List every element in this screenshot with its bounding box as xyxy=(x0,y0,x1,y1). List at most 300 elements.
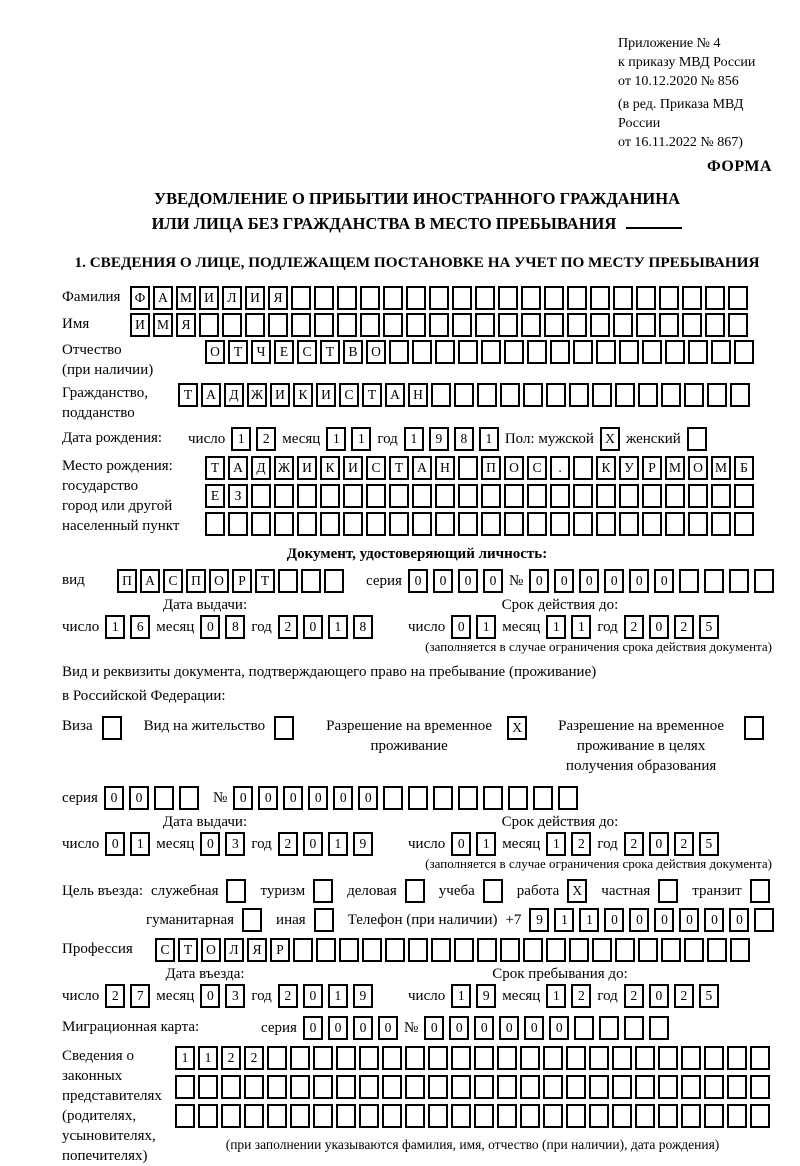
form-cell: 0 xyxy=(353,1016,373,1040)
stay-year-cells xyxy=(624,984,719,1008)
stay-until-heading: Срок пребывания до: xyxy=(492,966,628,982)
form-cell: О xyxy=(201,938,221,962)
migration-number-cells xyxy=(424,1016,669,1040)
form-cell: 0 xyxy=(408,569,428,593)
temp-residence-checkbox xyxy=(507,716,527,740)
form-cell: 2 xyxy=(674,832,694,856)
form-cell: П xyxy=(117,569,137,593)
form-cell: Я xyxy=(176,313,196,337)
form-cell: С xyxy=(297,340,317,364)
form-cell: 0 xyxy=(200,832,220,856)
form-cell: 0 xyxy=(451,615,471,639)
form-cell: А xyxy=(412,456,432,480)
form-cell xyxy=(477,383,497,407)
ref-line: Приложение № 4 xyxy=(618,36,721,51)
form-cell xyxy=(543,1075,563,1099)
purpose-official-checkbox xyxy=(226,879,246,903)
form-cell: И xyxy=(130,313,150,337)
form-cell xyxy=(431,383,451,407)
form-cell xyxy=(500,938,520,962)
form-cell xyxy=(550,340,570,364)
form-cell xyxy=(454,383,474,407)
form-cell xyxy=(343,484,363,508)
form-cell xyxy=(498,313,518,337)
form-cell xyxy=(313,1075,333,1099)
form-cell: 1 xyxy=(198,1046,218,1070)
form-cell: 8 xyxy=(454,427,474,451)
form-cell xyxy=(727,1075,747,1099)
doc-number-cells xyxy=(529,569,774,593)
purpose-tourism-checkbox xyxy=(313,879,333,903)
form-cell xyxy=(389,340,409,364)
legal-row2 xyxy=(175,1075,770,1099)
form-cell: 0 xyxy=(433,569,453,593)
form-cell: П xyxy=(481,456,501,480)
form-cell xyxy=(458,340,478,364)
form-cell xyxy=(523,383,543,407)
name-row xyxy=(62,313,772,337)
form-cell xyxy=(546,938,566,962)
form-cell xyxy=(175,1075,195,1099)
form-cell: 1 xyxy=(476,832,496,856)
form-cell: А xyxy=(228,456,248,480)
form-cell: 0 xyxy=(328,1016,348,1040)
legal-row1 xyxy=(175,1046,770,1070)
residence-issue-year-cells xyxy=(278,832,373,856)
form-cell xyxy=(613,313,633,337)
form-cell xyxy=(382,1046,402,1070)
form-cell: З xyxy=(228,484,248,508)
sex-male-checkbox xyxy=(600,427,620,451)
form-cell xyxy=(297,484,317,508)
form-cell xyxy=(544,286,564,310)
form-cell xyxy=(405,1075,425,1099)
ref-line: (в ред. Приказа МВД России xyxy=(618,97,744,131)
residence-doc-series-row xyxy=(62,786,772,810)
form-cell xyxy=(242,908,262,932)
profession-label: Профессия xyxy=(62,941,133,957)
day-label: число xyxy=(188,431,226,447)
form-cell xyxy=(704,569,724,593)
form-cell: Д xyxy=(251,456,271,480)
form-cell xyxy=(336,1104,356,1128)
residence-series-cells xyxy=(104,786,199,810)
residence-series-label: серия xyxy=(62,790,98,806)
form-cell xyxy=(405,1046,425,1070)
form-cell: 8 xyxy=(225,615,245,639)
form-cell: 0 xyxy=(499,1016,519,1040)
form-cell xyxy=(324,569,344,593)
form-cell: 0 xyxy=(529,569,549,593)
form-cell: 9 xyxy=(429,427,449,451)
form-cell xyxy=(179,786,199,810)
form-cell xyxy=(435,484,455,508)
form-cell xyxy=(527,340,547,364)
form-cell xyxy=(573,484,593,508)
form-cell xyxy=(475,286,495,310)
birth-date-row xyxy=(62,427,772,451)
sex-female-checkbox xyxy=(687,427,707,451)
migration-card-row xyxy=(62,1016,772,1040)
month-label: месяц xyxy=(282,431,321,447)
form-cell xyxy=(682,313,702,337)
form-cell xyxy=(412,340,432,364)
form-cell: 1 xyxy=(546,832,566,856)
form-cell xyxy=(642,512,662,536)
form-cell xyxy=(566,1075,586,1099)
form-cell xyxy=(750,879,770,903)
form-cell: X xyxy=(507,716,527,740)
form-title-line1: УВЕДОМЛЕНИЕ О ПРИБЫТИИ ИНОСТРАННОГО ГРАЖДАНИНА xyxy=(153,189,681,208)
form-cell: И xyxy=(297,456,317,480)
patronymic-cells xyxy=(205,340,754,364)
residence-valid-day-cells xyxy=(451,832,496,856)
form-cell xyxy=(635,1046,655,1070)
form-cell: И xyxy=(343,456,363,480)
valid-day-cells xyxy=(451,615,496,639)
form-cell: 2 xyxy=(278,615,298,639)
form-cell xyxy=(681,1104,701,1128)
form-cell xyxy=(433,786,453,810)
form-cell xyxy=(734,484,754,508)
form-cell xyxy=(474,1104,494,1128)
form-cell xyxy=(599,1016,619,1040)
form-cell xyxy=(428,1104,448,1128)
surname-label: Фамилия xyxy=(62,289,121,305)
valid-until-col: Срок действия до: число 0 1 месяц 1 1 год 2 0 2 5 xyxy=(408,596,772,639)
sex-female-label: женский xyxy=(625,431,681,447)
form-cell xyxy=(635,1104,655,1128)
form-cell xyxy=(274,716,294,740)
form-cell: И xyxy=(270,383,290,407)
form-cell xyxy=(612,1104,632,1128)
form-cell xyxy=(226,879,246,903)
form-cell xyxy=(497,1075,517,1099)
form-cell xyxy=(199,313,219,337)
forma-label: ФОРМА xyxy=(706,158,772,175)
form-cell xyxy=(221,1075,241,1099)
legal-row3 xyxy=(175,1104,770,1128)
form-cell xyxy=(221,1104,241,1128)
residence-number-cells xyxy=(233,786,578,810)
form-cell xyxy=(596,512,616,536)
form-cell xyxy=(659,313,679,337)
form-cell: С xyxy=(366,456,386,480)
form-cell: Р xyxy=(642,456,662,480)
form-cell xyxy=(705,286,725,310)
form-cell xyxy=(589,1075,609,1099)
form-cell: 9 xyxy=(353,984,373,1008)
form-cell xyxy=(750,1046,770,1070)
form-cell: Ф xyxy=(130,286,150,310)
form-cell xyxy=(290,1104,310,1128)
form-cell xyxy=(314,286,334,310)
form-cell xyxy=(574,1016,594,1040)
form-cell xyxy=(504,340,524,364)
form-cell xyxy=(481,512,501,536)
form-cell xyxy=(573,456,593,480)
form-cell xyxy=(251,512,271,536)
form-cell xyxy=(727,1046,747,1070)
form-cell xyxy=(550,484,570,508)
form-cell xyxy=(642,340,662,364)
entry-stay-dates: Дата въезда: число 2 7 месяц 0 3 год 2 0 1 9 Срок пребывания до: число 1 9 месяц 1 2 год 2 0 2 5 xyxy=(62,965,772,1008)
form-cell: О xyxy=(366,340,386,364)
residence-valid-heading: Срок действия до: xyxy=(501,814,619,830)
title-blank-underline xyxy=(626,213,682,229)
form-cell xyxy=(406,286,426,310)
form-cell: Т xyxy=(228,340,248,364)
form-cell xyxy=(665,484,685,508)
form-cell: 1 xyxy=(451,984,471,1008)
form-cell xyxy=(704,1075,724,1099)
phone-prefix: +7 xyxy=(505,912,522,928)
form-cell xyxy=(521,286,541,310)
form-cell xyxy=(500,383,520,407)
form-cell xyxy=(412,484,432,508)
form-cell xyxy=(314,908,334,932)
form-cell xyxy=(658,1075,678,1099)
form-cell: 0 xyxy=(233,786,253,810)
form-cell: Т xyxy=(389,456,409,480)
form-cell xyxy=(707,938,727,962)
citizenship-label: Гражданство, подданство xyxy=(62,385,149,421)
form-cell: А xyxy=(201,383,221,407)
form-cell: 1 xyxy=(175,1046,195,1070)
purpose-other-checkbox xyxy=(314,908,334,932)
form-cell xyxy=(244,1104,264,1128)
form-cell xyxy=(688,512,708,536)
form-cell: М xyxy=(665,456,685,480)
birth-month-cells xyxy=(326,427,371,451)
form-cell: С xyxy=(163,569,183,593)
form-cell: Д xyxy=(224,383,244,407)
form-cell xyxy=(665,340,685,364)
form-cell xyxy=(297,512,317,536)
residence-doc-options xyxy=(62,716,772,776)
form-cell: 0 xyxy=(303,615,323,639)
form-cell xyxy=(268,313,288,337)
form-cell xyxy=(313,879,333,903)
form-cell: 0 xyxy=(129,786,149,810)
migration-number-label: № xyxy=(403,1020,419,1036)
form-cell: 7 xyxy=(130,984,150,1008)
name-label: Имя xyxy=(62,316,90,332)
form-cell: С xyxy=(155,938,175,962)
form-cell xyxy=(458,512,478,536)
form-cell xyxy=(707,383,727,407)
form-cell: 2 xyxy=(571,984,591,1008)
form-cell: 2 xyxy=(571,832,591,856)
form-cell: В xyxy=(343,340,363,364)
legal-representatives-note: (при заполнении указываются фамилия, имя, отчество (при наличии), дата рождения) xyxy=(225,1137,720,1152)
form-cell xyxy=(658,879,678,903)
form-cell xyxy=(573,512,593,536)
form-cell xyxy=(366,512,386,536)
form-cell xyxy=(566,1104,586,1128)
form-cell xyxy=(497,1104,517,1128)
residence-issue-month-cells xyxy=(200,832,245,856)
patronymic-label: Отчество (при наличии) xyxy=(62,342,154,378)
form-cell: 0 xyxy=(604,908,624,932)
form-cell xyxy=(291,313,311,337)
form-cell xyxy=(389,484,409,508)
form-cell: 0 xyxy=(424,1016,444,1040)
form-cell: 0 xyxy=(579,569,599,593)
form-cell: О xyxy=(205,340,225,364)
form-cell xyxy=(313,1104,333,1128)
form-cell xyxy=(313,1046,333,1070)
form-cell xyxy=(451,1075,471,1099)
form-cell xyxy=(451,1104,471,1128)
form-cell: 1 xyxy=(328,832,348,856)
form-cell xyxy=(635,1075,655,1099)
form-cell xyxy=(504,512,524,536)
residence-doc-intro: Вид и реквизиты документа, подтверждающего право на пребывание (проживание) в Российской Федерации: xyxy=(62,664,597,704)
form-cell xyxy=(734,340,754,364)
form-cell xyxy=(592,938,612,962)
form-cell xyxy=(596,484,616,508)
form-cell xyxy=(383,286,403,310)
form-cell xyxy=(383,786,403,810)
form-cell: 1 xyxy=(326,427,346,451)
form-cell xyxy=(458,786,478,810)
form-cell xyxy=(474,1046,494,1070)
form-cell xyxy=(681,1075,701,1099)
option-residence-permit: Вид на жительство xyxy=(144,716,294,776)
form-cell xyxy=(336,1046,356,1070)
form-cell: 0 xyxy=(258,786,278,810)
residence-validity-note: (заполняется в случае ограничения срока действия документа) xyxy=(425,856,772,871)
form-cell: 0 xyxy=(378,1016,398,1040)
form-cell: 1 xyxy=(351,427,371,451)
birth-day-cells xyxy=(231,427,276,451)
birth-place-block xyxy=(62,456,772,540)
form-cell: 2 xyxy=(624,615,644,639)
form-cell xyxy=(734,512,754,536)
purpose-private-checkbox xyxy=(658,879,678,903)
form-cell: Л xyxy=(224,938,244,962)
form-cell: 0 xyxy=(649,984,669,1008)
profession-cells xyxy=(155,938,750,962)
form-cell xyxy=(339,938,359,962)
form-cell xyxy=(711,512,731,536)
identity-doc-row xyxy=(62,569,772,593)
form-cell xyxy=(546,383,566,407)
form-cell xyxy=(679,569,699,593)
form-cell xyxy=(102,716,122,740)
valid-until-heading: Срок действия до: xyxy=(501,597,619,613)
form-cell: Р xyxy=(232,569,252,593)
form-cell: 0 xyxy=(200,615,220,639)
option-visa: Виза xyxy=(62,716,122,776)
migration-series-label: серия xyxy=(261,1020,297,1036)
form-cell xyxy=(359,1104,379,1128)
form-cell xyxy=(705,313,725,337)
form-cell: 1 xyxy=(328,984,348,1008)
form-cell: 0 xyxy=(303,984,323,1008)
doc-kind-cells xyxy=(117,569,344,593)
form-cell xyxy=(408,938,428,962)
form-cell xyxy=(566,1046,586,1070)
form-cell xyxy=(589,1104,609,1128)
issue-month-cells xyxy=(200,615,245,639)
form-cell xyxy=(267,1104,287,1128)
form-cell xyxy=(636,286,656,310)
form-cell: 1 xyxy=(546,984,566,1008)
form-cell xyxy=(454,938,474,962)
form-cell xyxy=(596,340,616,364)
form-cell xyxy=(592,383,612,407)
form-cell: Т xyxy=(178,383,198,407)
form-cell: 0 xyxy=(458,569,478,593)
birth-place-row2 xyxy=(205,484,754,508)
form-cell xyxy=(612,1075,632,1099)
form-cell xyxy=(704,1046,724,1070)
form-cell xyxy=(278,569,298,593)
form-cell xyxy=(661,938,681,962)
form-cell: X xyxy=(567,879,587,903)
form-cell: 0 xyxy=(200,984,220,1008)
form-cell xyxy=(567,313,587,337)
form-cell xyxy=(406,313,426,337)
form-cell: 2 xyxy=(624,832,644,856)
form-cell xyxy=(649,1016,669,1040)
residence-issue-heading: Дата выдачи: xyxy=(162,814,248,830)
form-cell xyxy=(301,569,321,593)
form-cell xyxy=(665,512,685,536)
form-cell xyxy=(359,1075,379,1099)
form-cell: 9 xyxy=(476,984,496,1008)
form-cell: 0 xyxy=(554,569,574,593)
form-cell: К xyxy=(320,456,340,480)
form-cell xyxy=(729,569,749,593)
form-cell xyxy=(293,938,313,962)
phone-label: Телефон (при наличии) xyxy=(347,912,498,928)
form-cell: 0 xyxy=(451,832,471,856)
form-cell xyxy=(458,456,478,480)
form-cell: 1 xyxy=(546,615,566,639)
form-cell: 8 xyxy=(353,615,373,639)
form-cell: 0 xyxy=(104,786,124,810)
entry-day-cells xyxy=(105,984,150,1008)
form-cell: Ж xyxy=(274,456,294,480)
form-cell xyxy=(366,484,386,508)
form-cell xyxy=(508,786,528,810)
form-cell xyxy=(661,383,681,407)
form-cell: X xyxy=(600,427,620,451)
visa-checkbox xyxy=(102,716,122,740)
form-cell xyxy=(274,512,294,536)
form-cell: 1 xyxy=(571,615,591,639)
form-cell: Т xyxy=(178,938,198,962)
form-cell: У xyxy=(619,456,639,480)
form-cell xyxy=(550,512,570,536)
form-cell xyxy=(754,908,774,932)
option-temp-residence: Разрешение на временное проживание X xyxy=(320,716,527,776)
sex-male-label: Пол: мужской xyxy=(504,431,594,447)
form-cell xyxy=(589,1046,609,1070)
form-cell xyxy=(385,938,405,962)
form-cell: 0 xyxy=(333,786,353,810)
form-cell xyxy=(316,938,336,962)
form-cell xyxy=(730,383,750,407)
form-cell xyxy=(481,340,501,364)
form-cell: 0 xyxy=(105,832,125,856)
form-cell xyxy=(567,286,587,310)
form-cell xyxy=(523,938,543,962)
form-cell: 2 xyxy=(278,984,298,1008)
